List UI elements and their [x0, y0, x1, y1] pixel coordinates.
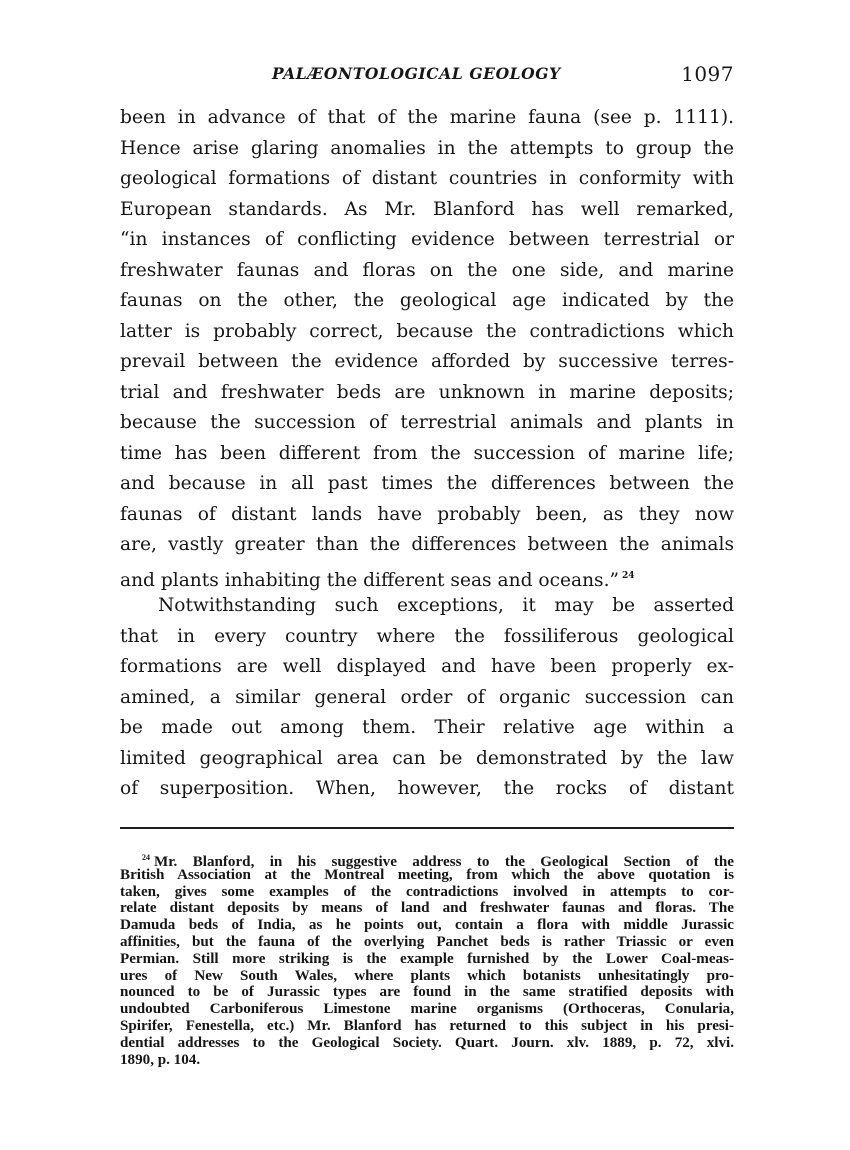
text-line: latter is probably correct, because the contradictions which	[120, 320, 734, 342]
text-line: are, vastly greater than the differences between the animals	[120, 534, 734, 555]
footnote-text-line: British Association at the Montreal meeting, from which the above quotation is	[120, 866, 734, 883]
footnote-text-line: dential addresses to the Geological Society. Quart. Journ. xlv. 1889, p. 72, xlvi.	[120, 1034, 734, 1051]
footnote-text-line: undoubted Carboniferous Limestone marine organisms (Orthoceras, Conularia,	[120, 1001, 734, 1018]
text-line: formations are well displayed and have been properly ex-	[120, 656, 734, 677]
footnote-text-line: Mr. Blanford, in his suggestive address to the Geological Section of the	[154, 854, 734, 870]
footnote-separator-rule	[120, 827, 734, 829]
text-line-with-footnote-ref	[120, 561, 734, 592]
footnote-text-line: Spirifer, Fenestella, etc.) Mr. Blanford has returned to this subject in his presi-	[120, 1017, 734, 1034]
text-line: be made out among them. Their relative age within a	[120, 717, 734, 738]
text-line: and plants inhabiting the different seas and oceans.”	[120, 569, 620, 591]
page-number: 1097	[681, 62, 734, 86]
paragraph-start-line: Notwithstanding such exceptions, it may be asserted	[158, 595, 734, 616]
running-title: PALÆONTOLOGICAL GEOLOGY	[272, 64, 561, 83]
footnote-text-line: Damuda beds of India, as he points out, contain a flora with middle Jurassic	[120, 917, 734, 934]
text-line: European standards. As Mr. Blanford has well remarked,	[120, 198, 734, 220]
footnote-text-line: Permian. Still more striking is the example furnished by the Lower Coal-meas-	[120, 950, 734, 967]
text-line: Hence arise glaring anomalies in the attempts to group the	[120, 137, 734, 159]
text-line: that in every country where the fossiliferous geological	[120, 625, 734, 647]
text-line: trial and freshwater beds are unknown in marine deposits;	[120, 381, 734, 403]
text-line: amined, a similar general order of organic succession can	[120, 686, 734, 708]
text-line: faunas on the other, the geological age indicated by the	[120, 290, 734, 311]
body-text	[120, 103, 734, 805]
footnote	[120, 850, 734, 1068]
footnote-text-line: 1890, p. 104.	[120, 1051, 201, 1068]
page-header	[120, 62, 734, 92]
footnote-marker: 24	[142, 853, 150, 862]
footnote-text-line: relate distant deposits by means of land and freshwater faunas and floras. The	[120, 900, 734, 917]
footnote-text-line: affinities, but the fauna of the overlying Panchet beds is rather Triassic or even	[120, 933, 734, 950]
footnote-reference: 24	[622, 570, 635, 581]
text-line: limited geographical area can be demonstrated by the law	[120, 747, 734, 769]
text-line: “in instances of conflicting evidence between terrestrial or	[120, 229, 734, 250]
text-line: of superposition. When, however, the rocks of distant	[120, 778, 734, 799]
text-line: prevail between the evidence afforded by successive terres-	[120, 351, 734, 372]
footnote-text-line: nounced to be of Jurassic types are found in the same stratified deposits with	[120, 984, 734, 1001]
text-line: geological formations of distant countries in conformity with	[120, 168, 734, 189]
text-line: and because in all past times the differences between the	[120, 473, 734, 494]
text-line: time has been different from the succession of marine life;	[120, 442, 734, 464]
text-line: been in advance of that of the marine fauna (see p. 1111).	[120, 107, 734, 128]
text-line: faunas of distant lands have probably been, as they now	[120, 503, 734, 525]
footnote-text-line: taken, gives some examples of the contradictions involved in attempts to cor-	[120, 883, 734, 900]
footnote-first-line	[120, 850, 734, 870]
footnote-text-line: ures of New South Wales, where plants which botanists unhesitatingly pro-	[120, 967, 734, 984]
text-line: freshwater faunas and floras on the one side, and marine	[120, 259, 734, 281]
text-line: because the succession of terrestrial animals and plants in	[120, 412, 734, 433]
